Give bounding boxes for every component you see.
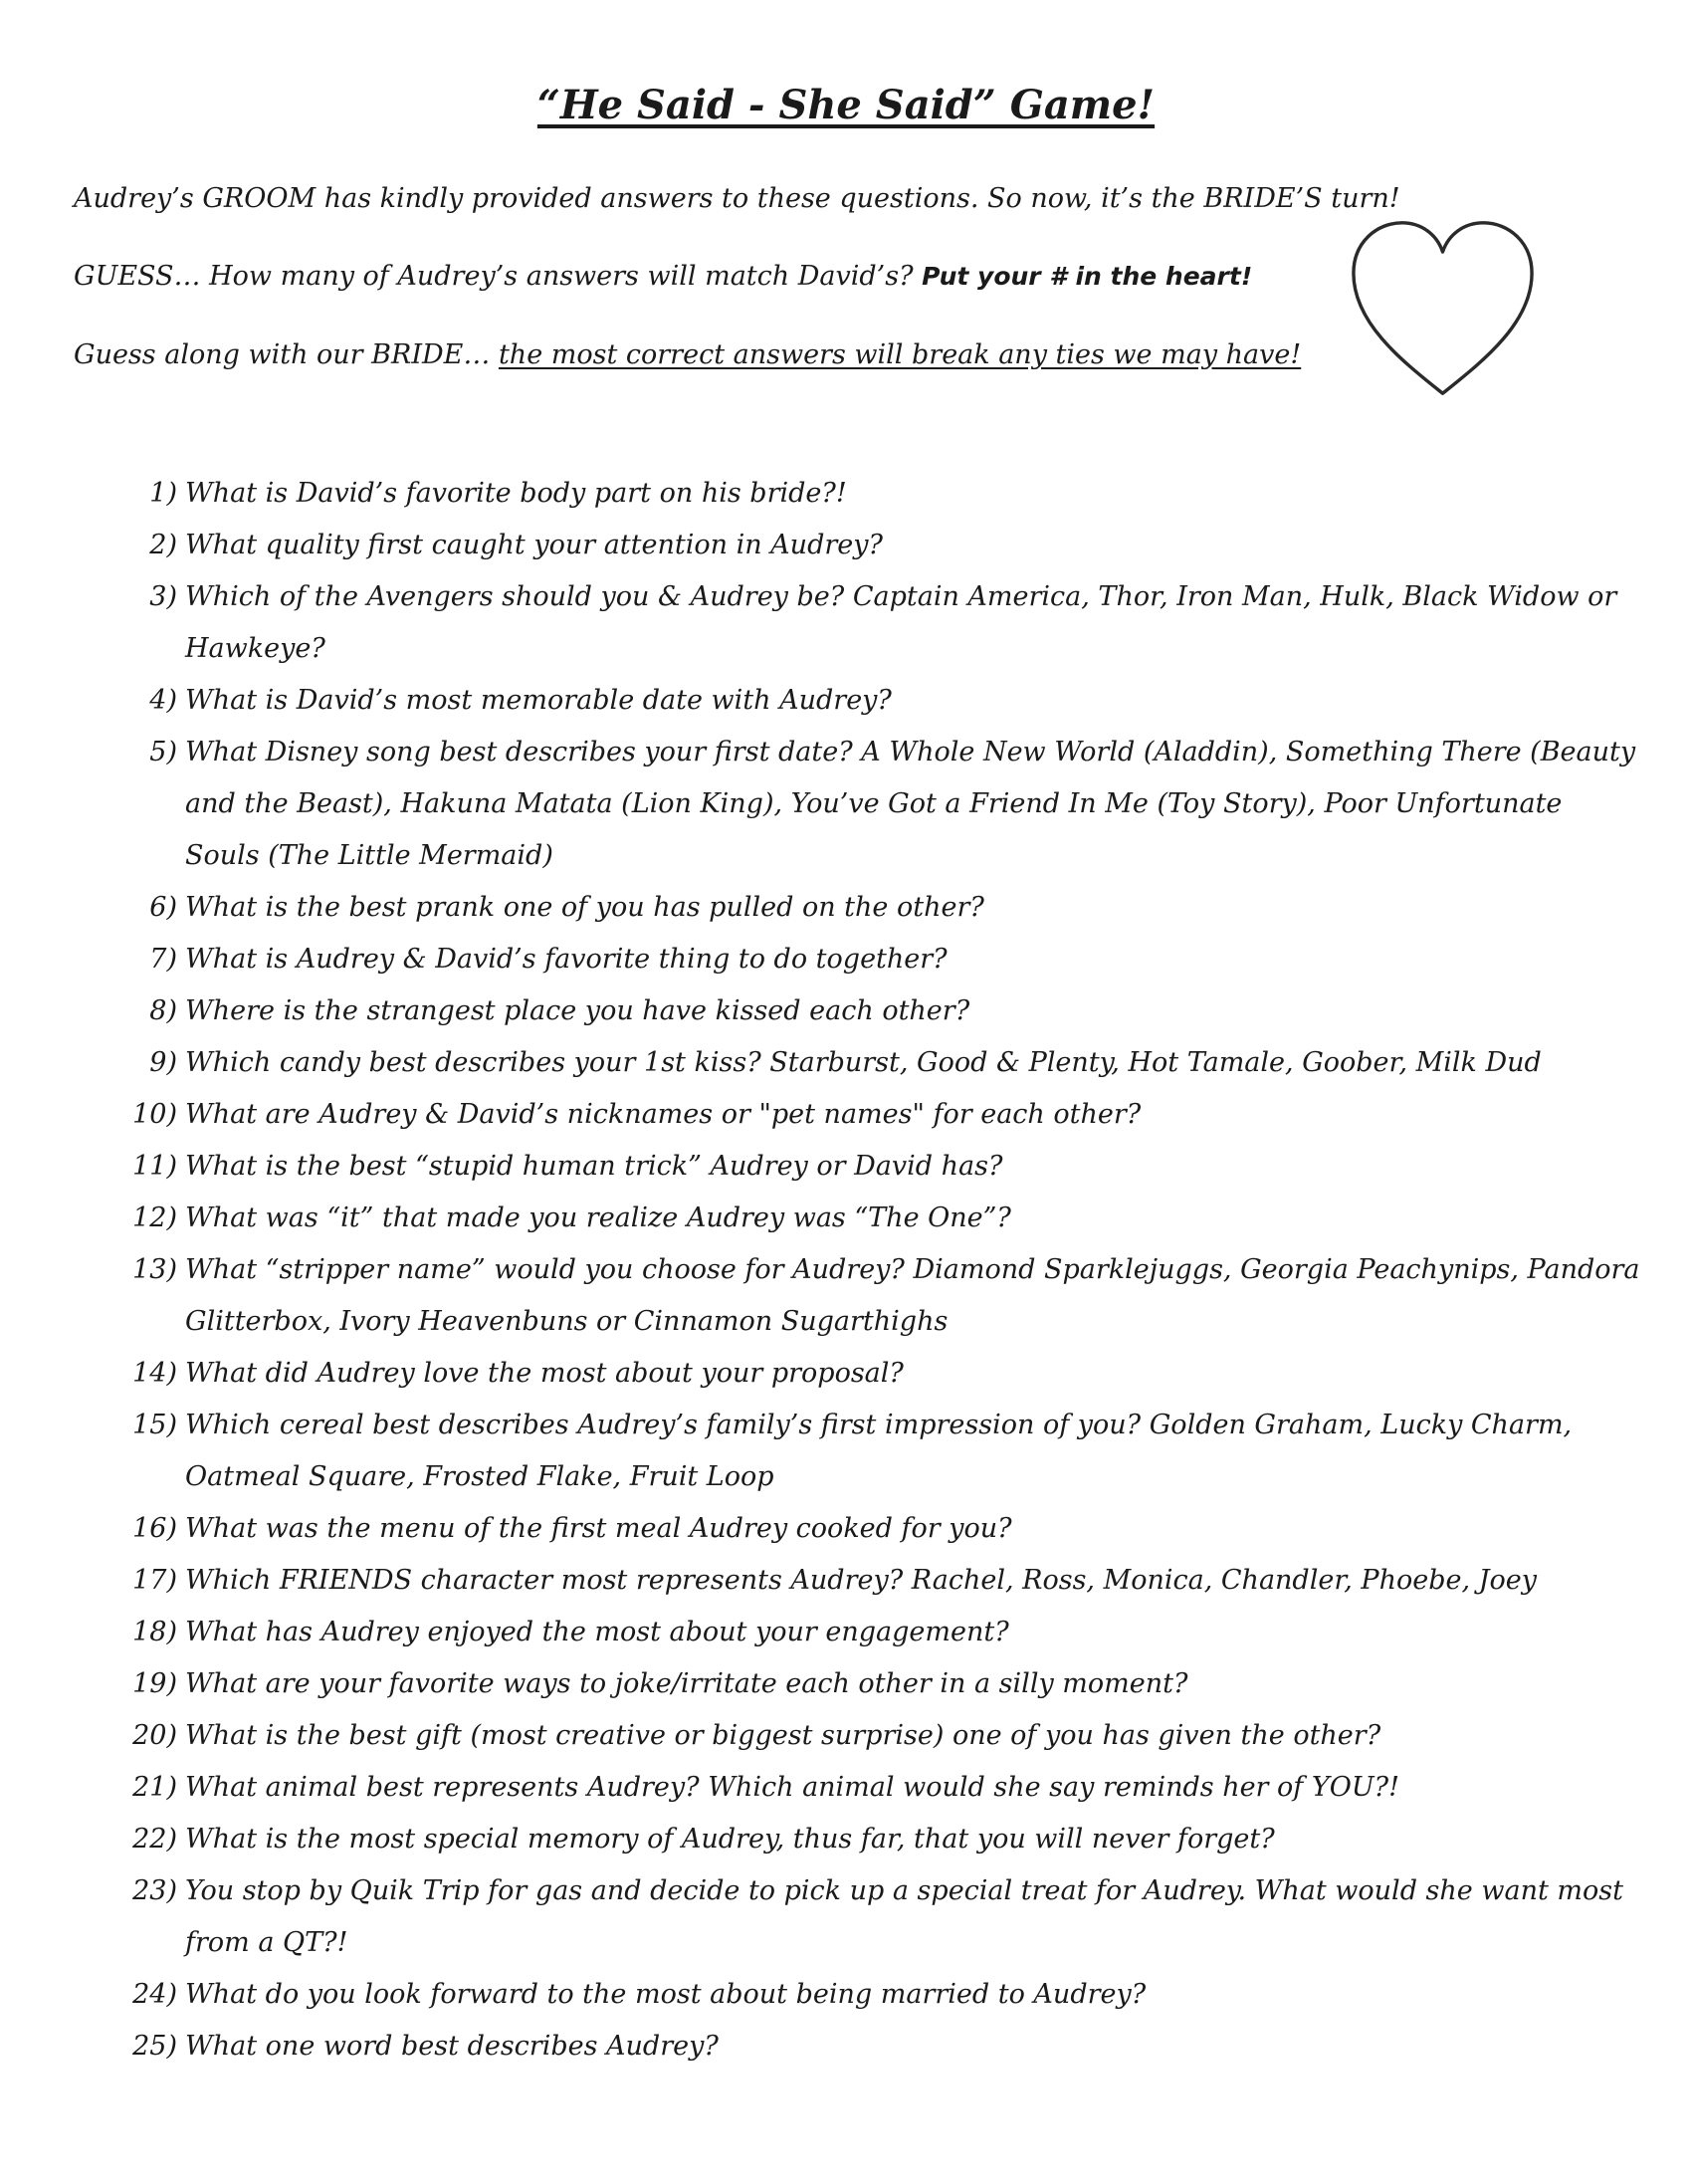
question-number: 13) — [132, 1254, 177, 1285]
question-number: 9) — [149, 1047, 177, 1078]
question-text: What “stripper name” would you choose for Audrey? Diamond Sparklejuggs, Georgia Peachynips, Pandora Glitterbox, Ivory Heavenbuns or Cinnamon Sugarthighs — [185, 1254, 1640, 1337]
question-text: You stop by Quik Trip for gas and decide to pick up a special treat for Audrey. What would she want most from a QT?! — [185, 1875, 1623, 1958]
question-item — [119, 882, 1642, 934]
question-text: What quality first caught your attention in Audrey? — [185, 530, 883, 560]
question-number: 24) — [132, 1979, 177, 2010]
question-text: What is David’s favorite body part on his bride?! — [185, 478, 847, 509]
question-number: 11) — [132, 1151, 177, 1182]
question-text: What did Audrey love the most about your proposal? — [185, 1358, 904, 1389]
intro-line-3 — [74, 339, 1301, 370]
question-number: 10) — [132, 1099, 177, 1130]
question-number: 18) — [132, 1617, 177, 1647]
question-item — [119, 1865, 1642, 1969]
question-number: 2) — [149, 530, 177, 560]
question-item — [119, 1503, 1642, 1555]
intro-line-1: Audrey’s GROOM has kindly provided answers to these questions. So now, it’s the BRIDE’S turn! — [74, 183, 1400, 214]
question-number: 3) — [149, 581, 177, 612]
question-item — [119, 1193, 1642, 1244]
question-text: What one word best describes Audrey? — [185, 2031, 719, 2062]
question-item — [119, 1969, 1642, 2021]
question-number: 15) — [132, 1410, 177, 1440]
question-item — [119, 468, 1642, 520]
question-text: What animal best represents Audrey? Which animal would she say reminds her of YOU?! — [185, 1772, 1399, 1803]
intro-line-2 — [74, 261, 1252, 292]
question-item — [119, 727, 1642, 882]
question-number: 14) — [132, 1358, 177, 1389]
question-text: Which cereal best describes Audrey’s family’s first impression of you? Golden Graham, Lucky Charm, Oatmeal Square, Frosted Flake, Fruit Loop — [185, 1410, 1573, 1492]
question-item — [119, 1814, 1642, 1865]
question-item — [119, 1141, 1642, 1193]
question-text: What was the menu of the first meal Audrey cooked for you? — [185, 1513, 1012, 1544]
question-item — [119, 1555, 1642, 1607]
intro-line-3-text: Guess along with our BRIDE… — [74, 339, 499, 370]
question-item — [119, 934, 1642, 985]
question-item — [119, 571, 1642, 675]
question-text: What do you look forward to the most about being married to Audrey? — [185, 1979, 1147, 2010]
question-item — [119, 1400, 1642, 1503]
question-text: What Disney song best describes your first date? A Whole New World (Aladdin), Something There (Beauty and the Beast), Hakuna Matata (Lion King), You’ve Got a Friend In Me (Toy Story), Poor Unfortunate Souls (The Little Mermaid) — [185, 737, 1636, 871]
question-text: Which of the Avengers should you & Audrey be? Captain America, Thor, Iron Man, Hulk, Black Widow or Hawkeye? — [185, 581, 1617, 664]
question-text: What is the best “stupid human trick” Audrey or David has? — [185, 1151, 1003, 1182]
question-item — [119, 1037, 1642, 1089]
question-text: What has Audrey enjoyed the most about your engagement? — [185, 1617, 1009, 1647]
question-number: 7) — [149, 944, 177, 975]
question-item — [119, 1348, 1642, 1400]
question-item — [119, 1244, 1642, 1348]
question-item — [119, 2021, 1642, 2073]
intro-line-3-underlined: the most correct answers will break any ties we may have! — [498, 339, 1302, 370]
question-number: 16) — [132, 1513, 177, 1544]
question-item — [119, 1089, 1642, 1141]
question-number: 17) — [132, 1565, 177, 1596]
question-number: 5) — [149, 737, 177, 767]
heart-outline-icon[interactable] — [1346, 217, 1540, 401]
question-text: What is the best gift (most creative or biggest surprise) one of you has given the other? — [185, 1720, 1381, 1751]
question-text: What is the best prank one of you has pulled on the other? — [185, 892, 984, 923]
question-item — [119, 675, 1642, 727]
question-number: 21) — [132, 1772, 177, 1803]
question-number: 23) — [132, 1875, 177, 1906]
question-text: Which candy best describes your 1st kiss? Starburst, Good & Plenty, Hot Tamale, Goober, Milk Dud — [185, 1047, 1542, 1078]
question-item — [119, 1607, 1642, 1658]
question-number: 25) — [132, 2031, 177, 2062]
question-number: 6) — [149, 892, 177, 923]
question-list — [119, 468, 1642, 2073]
question-text: What is Audrey & David’s favorite thing to do together? — [185, 944, 948, 975]
question-text: What is David’s most memorable date with Audrey? — [185, 685, 892, 716]
question-number: 8) — [149, 995, 177, 1026]
question-item — [119, 1762, 1642, 1814]
question-text: Where is the strangest place you have kissed each other? — [185, 995, 970, 1026]
question-text: What are Audrey & David’s nicknames or "pet names" for each other? — [185, 1099, 1142, 1130]
question-text: What was “it” that made you realize Audrey was “The One”? — [185, 1202, 1011, 1233]
question-number: 20) — [132, 1720, 177, 1751]
question-text: What are your favorite ways to joke/irritate each other in a silly moment? — [185, 1668, 1188, 1699]
question-number: 1) — [149, 478, 177, 509]
question-number: 22) — [132, 1824, 177, 1855]
intro-line-2-text: GUESS… How many of Audrey’s answers will match David’s? — [74, 261, 923, 292]
question-number: 12) — [132, 1202, 177, 1233]
page-title: “He Said - She Said” Game! — [536, 82, 1156, 128]
question-item — [119, 520, 1642, 571]
intro-line-2-bold: Put your # in the heart! — [922, 262, 1253, 291]
question-item — [119, 1710, 1642, 1762]
question-number: 4) — [149, 685, 177, 716]
question-item — [119, 1658, 1642, 1710]
question-text: What is the most special memory of Audrey, thus far, that you will never forget? — [185, 1824, 1275, 1855]
question-item — [119, 985, 1642, 1037]
question-number: 19) — [132, 1668, 177, 1699]
question-text: Which FRIENDS character most represents Audrey? Rachel, Ross, Monica, Chandler, Phoebe, Joey — [185, 1565, 1537, 1596]
